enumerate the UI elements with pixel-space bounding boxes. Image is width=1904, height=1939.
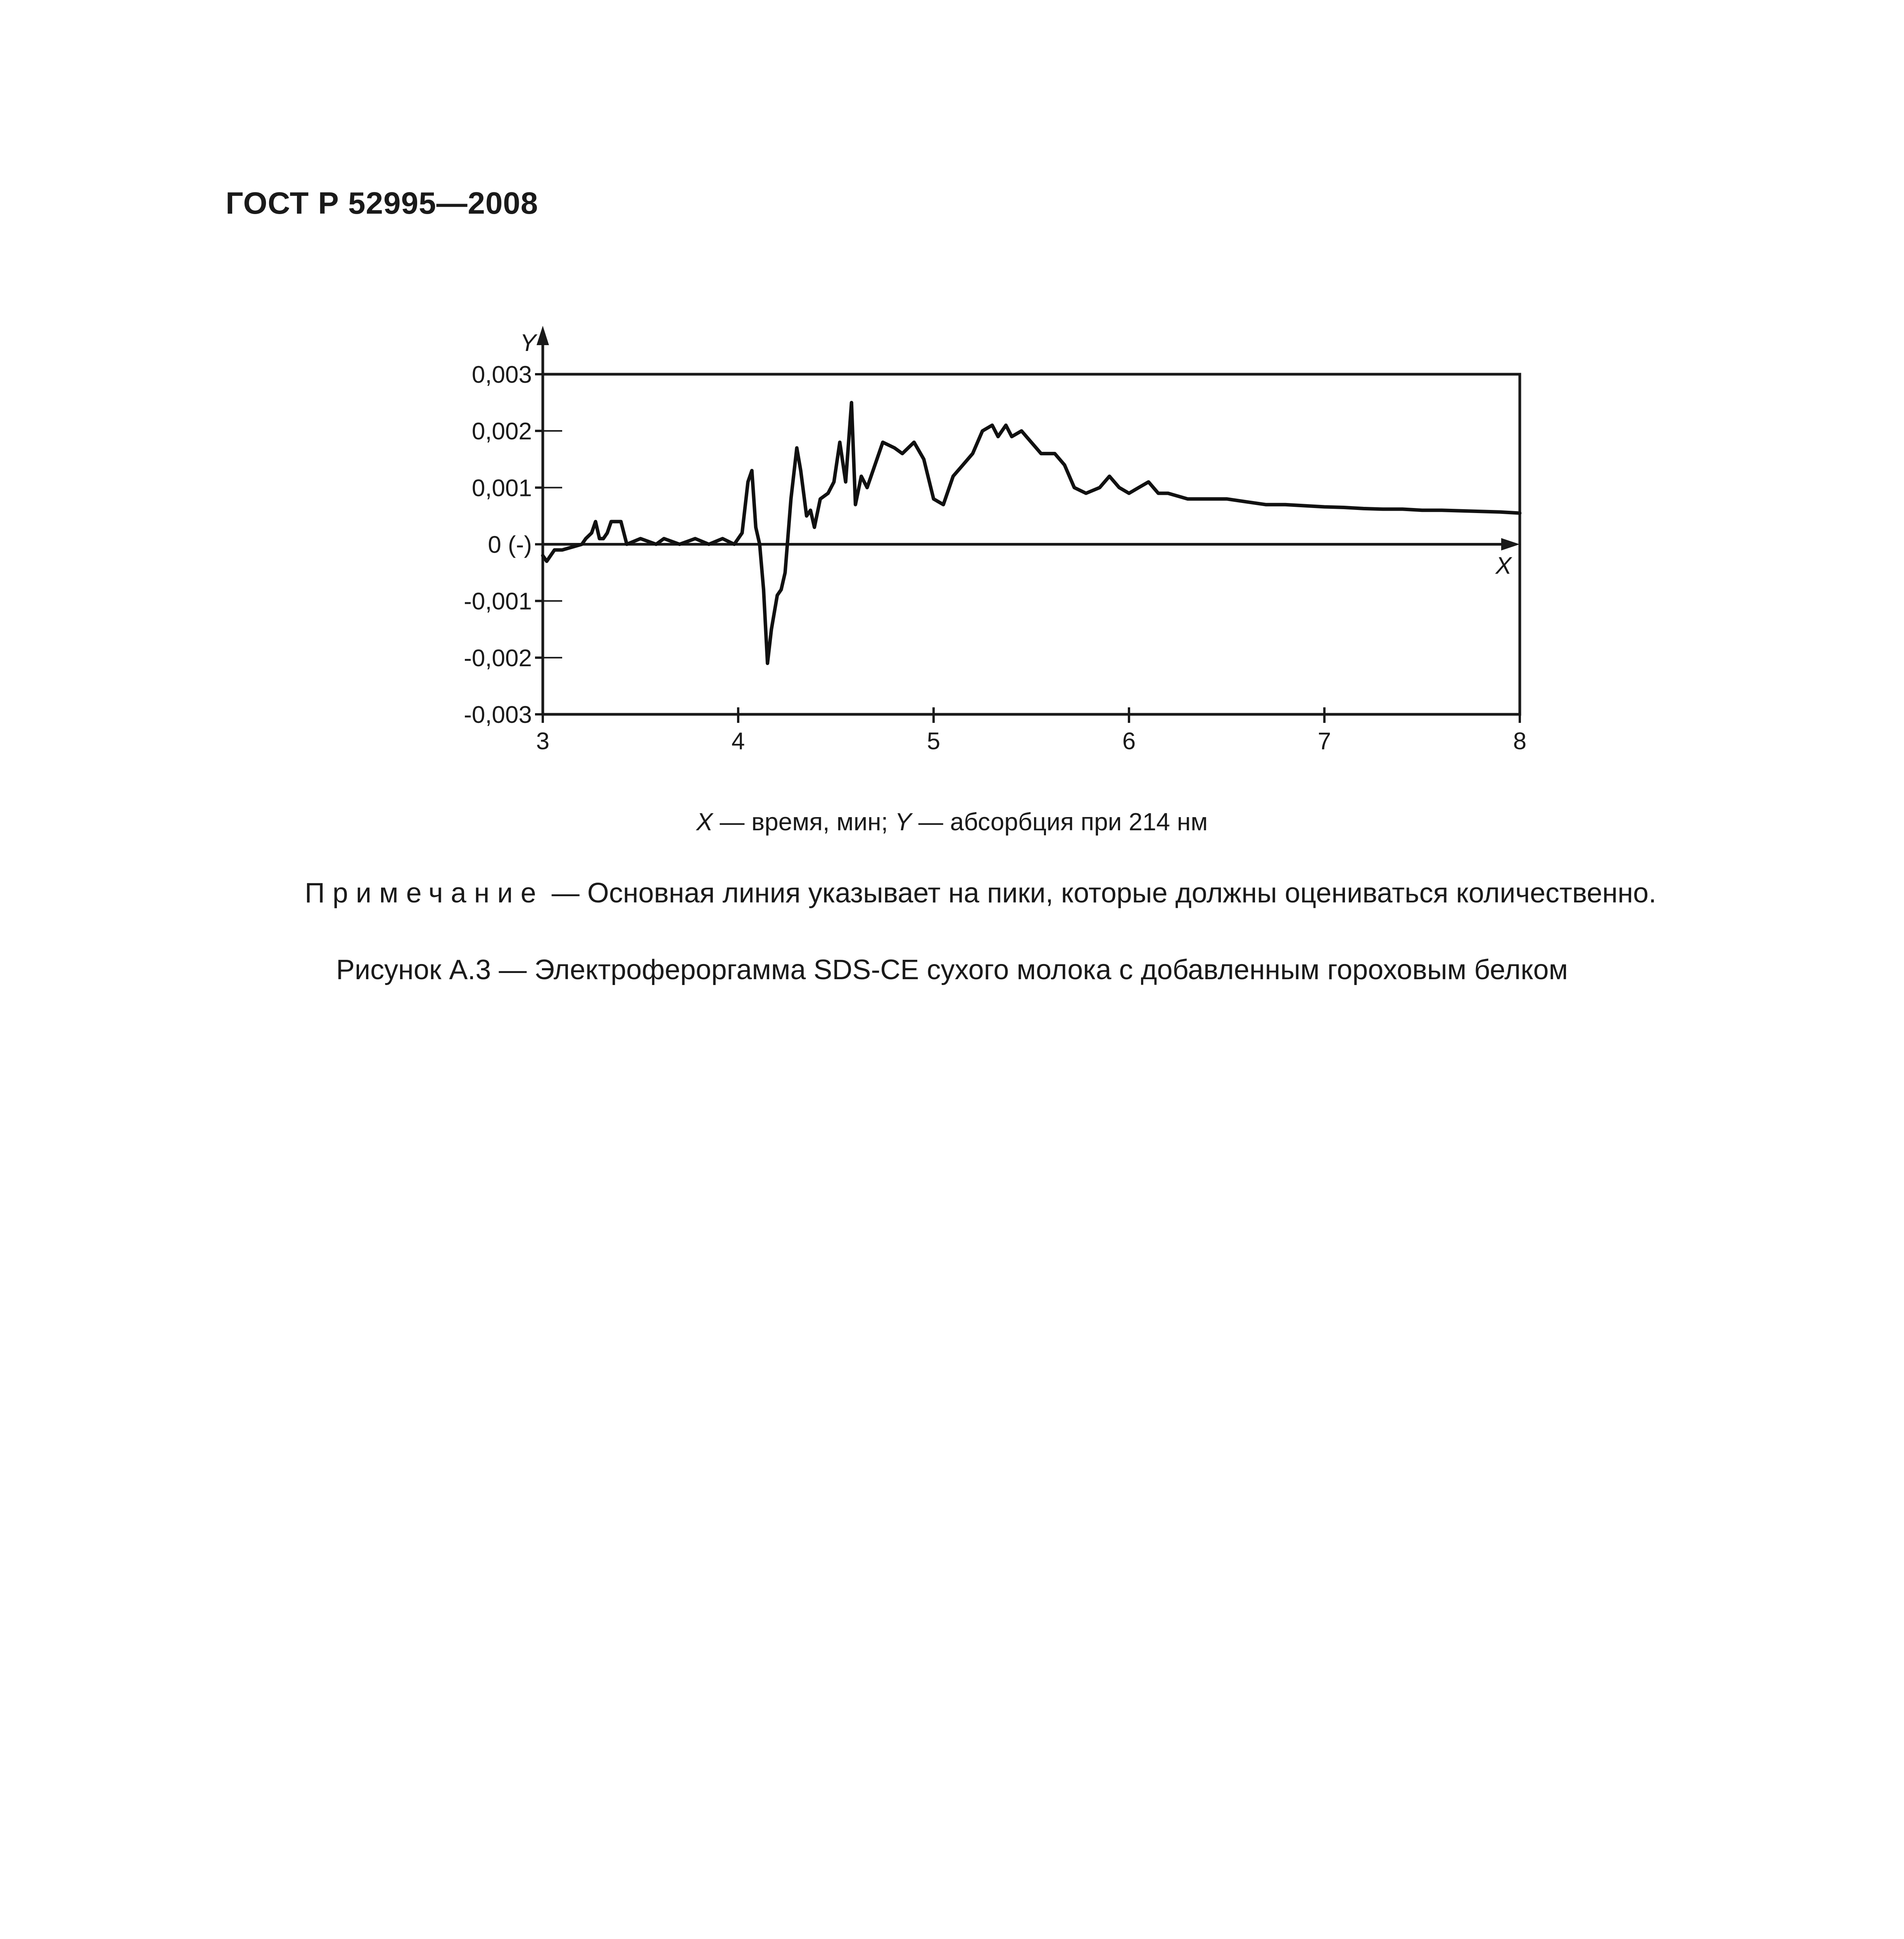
- y-tick-label: 0,003: [471, 361, 532, 388]
- y-tick-label: 0 (-): [488, 531, 532, 558]
- x-tick-label: 5: [927, 728, 941, 755]
- note-label: Примечание: [305, 878, 544, 909]
- absorbance-trace: [543, 403, 1520, 663]
- x-axis-description: — время, мин;: [713, 808, 895, 836]
- x-tick-label: 3: [536, 728, 550, 755]
- note-text: — Основная линия указывает на пики, которые должны оцениваться количественно.: [544, 878, 1657, 909]
- y-tick-label: 0,002: [471, 418, 532, 445]
- y-tick-label: -0,002: [464, 645, 532, 672]
- figure-caption: Рисунок А.3 — Электрофероргамма SDS-CE сухого молока с добавленным гороховым белком: [336, 954, 1568, 985]
- x-tick-label: 4: [731, 728, 745, 755]
- y-tick-label: 0,001: [471, 475, 532, 502]
- note: [305, 877, 1656, 909]
- x-tick-label: 8: [1513, 728, 1527, 755]
- y-axis-arrowhead: [537, 326, 549, 345]
- electropherogram-chart: [0, 0, 1904, 791]
- x-tick-label: 7: [1317, 728, 1331, 755]
- axis-caption: [0, 807, 1904, 836]
- y-tick-label: -0,003: [464, 702, 532, 728]
- y-axis-description: — абсорбция при 214 нм: [911, 808, 1208, 836]
- ticks-layer: [464, 361, 1526, 755]
- y-tick-label: -0,001: [464, 588, 532, 615]
- series-layer: [543, 403, 1520, 663]
- x-tick-label: 6: [1122, 728, 1136, 755]
- y-axis-label: Y: [520, 330, 536, 356]
- x-axis-arrowhead: [1501, 538, 1520, 551]
- y-axis-symbol: Y: [895, 808, 911, 836]
- x-axis-symbol: X: [696, 808, 713, 836]
- x-axis-label: X: [1495, 552, 1512, 579]
- document-header: ГОСТ Р 52995—2008: [226, 186, 539, 220]
